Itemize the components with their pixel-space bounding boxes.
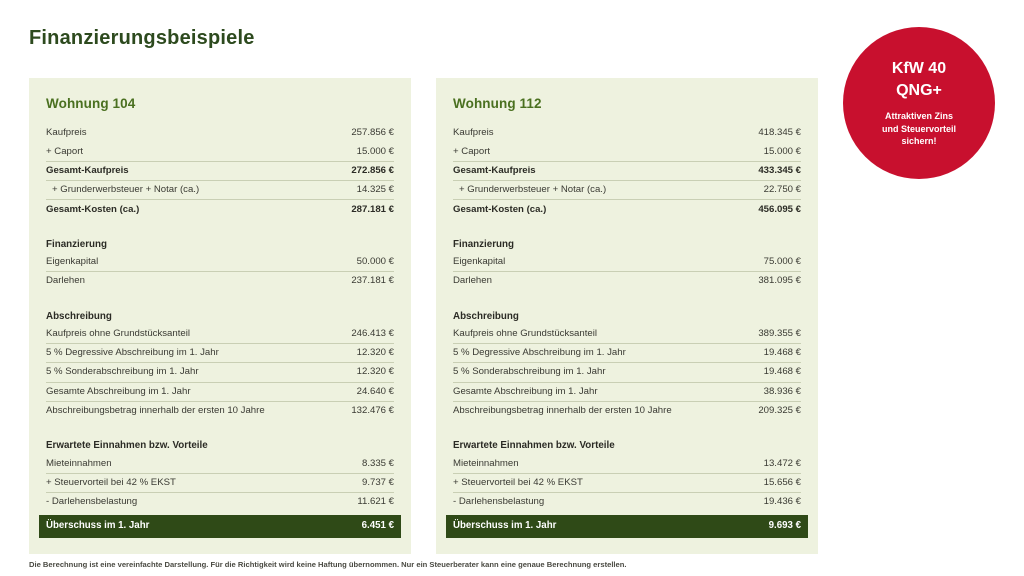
table-row bbox=[453, 493, 801, 511]
row-value: 246.413 € bbox=[351, 327, 394, 339]
row-value: 12.320 € bbox=[356, 366, 394, 378]
card-title: Wohnung 112 bbox=[453, 96, 542, 111]
table-row bbox=[46, 454, 394, 473]
row-label: + Steuervorteil bei 42 % EKST bbox=[46, 476, 176, 488]
row-label: Gesamt-Kaufpreis bbox=[453, 164, 536, 176]
table-row bbox=[453, 253, 801, 272]
table-row bbox=[453, 363, 801, 382]
row-value: 433.345 € bbox=[758, 164, 801, 176]
total-row bbox=[39, 515, 401, 537]
section-header-depreciation: Abschreibung bbox=[453, 310, 519, 322]
total-value: 9.693 € bbox=[768, 520, 801, 532]
row-value: 24.640 € bbox=[356, 385, 394, 397]
row-label: Mieteinnahmen bbox=[46, 457, 112, 469]
table-row bbox=[46, 142, 394, 161]
row-label: Abschreibungsbetrag innerhalb der ersten 10 Jahre bbox=[453, 405, 672, 417]
table-row bbox=[46, 383, 394, 402]
row-value: 456.095 € bbox=[758, 203, 801, 215]
row-value: 75.000 € bbox=[763, 255, 801, 267]
row-value: 14.325 € bbox=[356, 184, 394, 196]
row-label: Kaufpreis bbox=[453, 127, 494, 139]
table-row bbox=[46, 363, 394, 382]
section-header-depreciation: Abschreibung bbox=[46, 310, 112, 322]
table-row bbox=[46, 344, 394, 363]
row-label: Darlehen bbox=[46, 275, 85, 287]
table-row bbox=[453, 474, 801, 493]
financing-cards bbox=[29, 78, 819, 554]
table-row bbox=[46, 402, 394, 420]
table-row bbox=[453, 124, 801, 142]
row-value: 19.468 € bbox=[763, 347, 801, 359]
row-label: 5 % Sonderabschreibung im 1. Jahr bbox=[46, 366, 199, 378]
row-value: 418.345 € bbox=[758, 127, 801, 139]
table-row bbox=[46, 181, 394, 200]
row-value: 15.000 € bbox=[763, 145, 801, 157]
row-label: Mieteinnahmen bbox=[453, 457, 519, 469]
row-value: 11.621 € bbox=[357, 496, 394, 508]
row-label: + Steuervorteil bei 42 % EKST bbox=[453, 476, 583, 488]
card-bottom-spacer bbox=[46, 538, 394, 554]
table-row bbox=[453, 344, 801, 363]
row-label: Darlehen bbox=[453, 275, 492, 287]
row-value: 381.095 € bbox=[758, 275, 801, 287]
row-label: Kaufpreis bbox=[46, 127, 87, 139]
badge-subline-2: und Steuervorteil bbox=[881, 123, 956, 134]
total-label: Überschuss im 1. Jahr bbox=[46, 520, 150, 532]
card-title: Wohnung 104 bbox=[46, 96, 136, 111]
row-value: 12.320 € bbox=[356, 347, 394, 359]
row-label: Gesamt-Kaufpreis bbox=[46, 164, 129, 176]
row-value: 19.436 € bbox=[763, 496, 801, 508]
table-row bbox=[46, 253, 394, 272]
row-value: 237.181 € bbox=[351, 275, 394, 287]
page-title: Finanzierungsbeispiele bbox=[29, 27, 255, 49]
row-label: 5 % Sonderabschreibung im 1. Jahr bbox=[453, 366, 606, 378]
table-row bbox=[453, 142, 801, 161]
table-row bbox=[453, 200, 801, 218]
row-value: 15.000 € bbox=[356, 145, 394, 157]
table-row bbox=[46, 325, 394, 344]
table-row bbox=[46, 493, 394, 511]
row-value: 257.856 € bbox=[351, 127, 394, 139]
row-value: 287.181 € bbox=[351, 203, 394, 215]
row-value: 50.000 € bbox=[356, 255, 394, 267]
row-value: 13.472 € bbox=[763, 457, 801, 469]
total-value: 6.451 € bbox=[361, 520, 394, 532]
row-label: - Darlehensbelastung bbox=[453, 496, 545, 508]
table-row bbox=[453, 325, 801, 344]
row-label: Kaufpreis ohne Grundstücksanteil bbox=[453, 327, 597, 339]
badge-subline-1: Attraktiven Zins bbox=[884, 111, 953, 122]
row-value: 209.325 € bbox=[758, 405, 801, 417]
row-value: 132.476 € bbox=[351, 405, 394, 417]
row-label: - Darlehensbelastung bbox=[46, 496, 138, 508]
row-value: 22.750 € bbox=[763, 184, 801, 196]
card-bottom-spacer bbox=[453, 538, 801, 554]
row-label: + Grunderwerbsteuer + Notar (ca.) bbox=[459, 184, 607, 196]
row-label: + Caport bbox=[46, 145, 84, 157]
row-label: Gesamt-Kosten (ca.) bbox=[46, 203, 140, 215]
table-row bbox=[46, 474, 394, 493]
row-label: Gesamte Abschreibung im 1. Jahr bbox=[453, 385, 598, 397]
financing-card bbox=[436, 78, 818, 554]
row-value: 15.656 € bbox=[763, 476, 801, 488]
table-row bbox=[453, 402, 801, 420]
section-header-financing: Finanzierung bbox=[453, 238, 514, 250]
row-label: Kaufpreis ohne Grundstücksanteil bbox=[46, 327, 190, 339]
section-header-financing: Finanzierung bbox=[46, 238, 107, 250]
row-label: Eigenkapital bbox=[46, 255, 99, 267]
row-label: Eigenkapital bbox=[453, 255, 506, 267]
row-value: 38.936 € bbox=[763, 385, 801, 397]
row-label: Gesamt-Kosten (ca.) bbox=[453, 203, 547, 215]
row-value: 19.468 € bbox=[763, 366, 801, 378]
footnote: Die Berechnung ist eine vereinfachte Darstellung. Für die Richtigkeit wird keine Haftung übernommen. Nur ein Steuerberater kann eine genaue Berechnung erstellen. bbox=[29, 560, 627, 569]
total-label: Überschuss im 1. Jahr bbox=[453, 520, 557, 532]
row-label: Gesamte Abschreibung im 1. Jahr bbox=[46, 385, 191, 397]
section-header-income: Erwartete Einnahmen bzw. Vorteile bbox=[453, 440, 615, 452]
row-label: + Caport bbox=[453, 145, 491, 157]
badge-line-1: KfW 40 bbox=[891, 60, 947, 78]
row-value: 272.856 € bbox=[351, 164, 394, 176]
row-value: 9.737 € bbox=[361, 476, 394, 488]
row-value: 389.355 € bbox=[758, 327, 801, 339]
table-row bbox=[453, 383, 801, 402]
table-row bbox=[46, 272, 394, 290]
row-label: + Grunderwerbsteuer + Notar (ca.) bbox=[52, 184, 200, 196]
badge-line-2: QNG+ bbox=[896, 81, 942, 99]
row-value: 8.335 € bbox=[361, 457, 394, 469]
table-row bbox=[46, 124, 394, 142]
total-row bbox=[446, 515, 808, 537]
financing-card bbox=[29, 78, 411, 554]
row-label: 5 % Degressive Abschreibung im 1. Jahr bbox=[453, 347, 626, 359]
section-header-income: Erwartete Einnahmen bzw. Vorteile bbox=[46, 440, 208, 452]
table-row bbox=[453, 181, 801, 200]
table-row bbox=[46, 162, 394, 181]
row-label: Abschreibungsbetrag innerhalb der ersten 10 Jahre bbox=[46, 405, 265, 417]
table-row bbox=[453, 272, 801, 290]
row-label: 5 % Degressive Abschreibung im 1. Jahr bbox=[46, 347, 219, 359]
table-row bbox=[453, 162, 801, 181]
table-row bbox=[453, 454, 801, 473]
kfw-badge bbox=[843, 27, 995, 179]
badge-subline-3: sichern! bbox=[901, 136, 937, 147]
table-row bbox=[46, 200, 394, 218]
